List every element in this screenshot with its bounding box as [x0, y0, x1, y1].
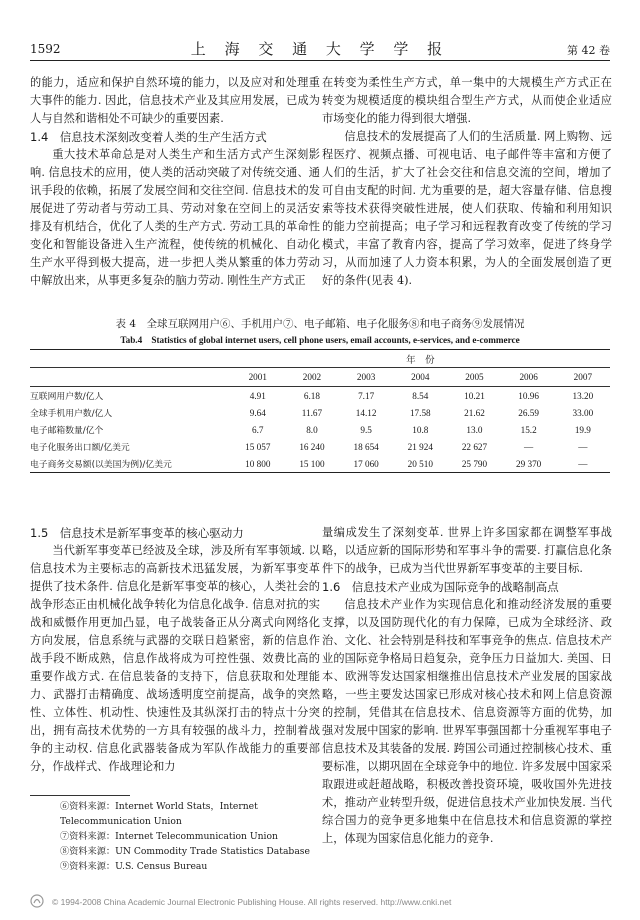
table-cell: 21.62 — [464, 407, 485, 418]
table-cell: 7.17 — [358, 390, 375, 401]
table-cell: 13.20 — [572, 390, 594, 401]
section-number: 1.6 — [322, 580, 341, 594]
table-cell: 15.2 — [520, 424, 537, 435]
table-row — [30, 455, 610, 473]
section-number: 1.4 — [30, 130, 49, 144]
table-cell: 6.18 — [303, 390, 320, 401]
section-heading-1-5 — [30, 524, 320, 542]
table-cell: 9.64 — [249, 407, 266, 418]
table-cell: — — [578, 441, 588, 452]
table-cell: 20 510 — [407, 458, 433, 469]
page-number: 1592 — [30, 42, 61, 56]
table-row — [30, 404, 610, 421]
section-title: 信息技术产业成为国际竞争的战略制高点 — [351, 580, 559, 594]
row-label: 全球手机用户数/亿人 — [30, 409, 113, 419]
row-label: 电子化服务出口额/亿美元 — [30, 443, 130, 453]
year-cell: 2003 — [339, 368, 393, 387]
table-cell: 8.0 — [306, 424, 318, 435]
paragraph: 的能力，适应和保护自然环境的能力，以及应对和处理重大事件的能力. 因此，信息技术产业及其应用发展，已成为人与自然和谐相处不可缺少的重要因素. — [30, 76, 320, 125]
table-cell: 17 060 — [353, 458, 379, 469]
column-top-left — [30, 74, 320, 290]
column-bottom-right — [322, 524, 612, 848]
paragraph: 重大技术革命总是对人类生产和生活方式产生深刻影响. 信息技术的应用，使人类的活动突破了对传统交通、通讯手段的依赖，拓展了发展空间和交往空间. 信息技术的发展促进了劳动者与劳动工具、劳动对象在空间上的灵活安排及有机结合，优化了人类的生产方式. 劳动工具的革命性变化和智能设备进入生产流程，使传统的机械化、自动化生产水平得到极大提高，进一步把人类从繁重的体力劳动中解放出来，从事更多复杂的脑力劳动. 刚性生产方式正 — [30, 148, 320, 287]
statistics-table — [30, 349, 610, 473]
footnote: ⑥资料来源：Internet World Stats，Internet Telecommunication Union — [60, 801, 258, 827]
section-title: 信息技术是新军事变革的核心驱动力 — [59, 526, 244, 540]
page-header — [30, 38, 610, 61]
journal-title: 上 海 交 通 大 学 学 报 — [190, 40, 450, 58]
table-caption-cn: 表 4 全球互联网用户⑥、手机用户⑦、电子邮箱、电子化服务⑧和电子商务⑨发展情况 — [115, 318, 525, 330]
table-cell: 10.21 — [464, 390, 485, 401]
footnote-divider — [30, 795, 130, 796]
copyright-text: © 1994-2008 China Academic Journal Electronic Publishing House. All rights reserved. http://www.cnki.net — [52, 897, 452, 907]
table-cell: 19.9 — [574, 424, 591, 435]
table-row — [30, 421, 610, 438]
paragraph: 量编成发生了深刻变革. 世界上许多国家都在调整军事战略，以适应新的国际形势和军事斗争的需要. 打赢信息化条件下的战争，已成为当代世界新军事变革的主要目标. — [322, 526, 612, 575]
table-cell: 33.00 — [572, 407, 594, 418]
table-cell: — — [578, 458, 588, 469]
section-number: 1.5 — [30, 526, 49, 540]
table-cell: 17.58 — [409, 407, 431, 418]
paragraph: 信息技术的发展提高了人们的生活质量. 网上购物、远程医疗、视频点播、可视电话、电子邮件等丰富和方便了人们的生活，扩大了社会交往和信息交流的空间，增加了可自由支配的时间. 尤为重要的是，超大容量存储、信息搜索等技术获得突破性进展，使人们获取、传输和利用知识的能力空前提高；电子学习和远程教育改变了传统的学习模式，丰富了教育内容，提高了学习效率，促进了终身学习，从而加速了人力资本积累，为人的全面发展创造了更好的条件(见表 4). — [322, 130, 612, 287]
row-label: 互联网用户数/亿人 — [30, 392, 104, 402]
section-heading-1-4 — [30, 128, 320, 146]
table-cell: 13.0 — [466, 424, 483, 435]
table-cell: 14.12 — [355, 407, 377, 418]
table-cell: 8.54 — [412, 390, 429, 401]
year-cell: 2001 — [231, 368, 285, 387]
section-title: 信息技术深刻改变着人类的生产生活方式 — [59, 130, 267, 144]
table-cell: 18 654 — [353, 441, 379, 452]
table-cell: 10.96 — [518, 390, 539, 401]
table-cell: 25 790 — [461, 458, 488, 469]
paragraph: 信息技术产业作为实现信息化和推动经济发展的重要支撑，以及国防现代化的有力保障，已成为全球经济、政治、文化、社会特别是科技和军事竞争的焦点. 信息技术产业的国际竞争格局日趋复杂，竞争压力日益加大. 美国、日本、欧洲等发达国家相继推出信息技术产业发展的国家战略，一些主要发达国家已形成对核心技术和网上信息资源的控制，凭借其在信息技术、信息资源等方面的优势，加强对发展中国家的影响. 世界军事强国都十分重视军事电子信息技术及其装备的发展. 跨国公司通过控制核心技术、重要标准，以期巩固在全球竞争中的地位. 许多发展中国家采取跟进或赶超战略，积极改善投资环境，吸收国外先进技术，推动产业转型升级，促进信息技术产业加快发展. 当代综合国力的竞争更多地集中在信息技术和信息资源的掌控上，体现为国家信息化能力的竞争. — [322, 598, 612, 845]
year-group-header: 年 份 — [406, 354, 435, 366]
table-cell: 10 800 — [245, 458, 271, 469]
table-cell: 15 057 — [245, 441, 271, 452]
table-cell: 9.5 — [360, 424, 372, 435]
row-label: 电子商务交易额(以美国为例)/亿美元 — [30, 460, 172, 470]
year-cell: 2007 — [556, 368, 610, 387]
column-top-right — [322, 74, 612, 290]
table-row — [30, 387, 610, 405]
footnote: ⑨资料来源：U.S. Census Bureau — [60, 861, 208, 872]
table-cell: 26.59 — [518, 407, 539, 418]
table-cell: 15 100 — [299, 458, 325, 469]
table-cell: 22 627 — [461, 441, 488, 452]
footnotes — [30, 799, 315, 874]
table-cell: 10.8 — [412, 424, 429, 435]
table-cell: 29 370 — [516, 458, 542, 469]
table-cell: 16 240 — [299, 441, 325, 452]
publisher-logo-icon — [30, 894, 44, 908]
page-footer — [30, 896, 610, 910]
table-row — [30, 438, 610, 455]
table-cell: 4.91 — [249, 390, 266, 401]
year-cell: 2005 — [447, 368, 501, 387]
table-cell: 6.7 — [252, 424, 264, 435]
section-heading-1-6 — [322, 578, 612, 596]
footnote: ⑧资料来源：UN Commodity Trade Statistics Database — [60, 846, 310, 857]
table-cell: — — [524, 441, 534, 452]
table-cell: 21 924 — [407, 441, 433, 452]
year-cell: 2004 — [393, 368, 447, 387]
table-caption-en: Tab.4 Statistics of global internet users, cell phone users, email accounts, e-services, and e-commerce — [120, 335, 520, 345]
volume-label: 第 42 卷 — [567, 44, 610, 57]
year-cell: 2002 — [285, 368, 339, 387]
paragraph: 在转变为柔性生产方式，单一集中的大规模生产方式正在转变为规模适度的模块组合型生产方式，从而使企业适应市场变化的能力得到很大增强. — [322, 76, 612, 125]
year-header-row — [30, 368, 610, 387]
year-cell: 2006 — [502, 368, 556, 387]
row-label: 电子邮箱数量/亿个 — [30, 426, 104, 436]
table-header-row — [30, 350, 610, 368]
column-bottom-left — [30, 524, 320, 776]
table-cell: 11.67 — [301, 407, 323, 418]
paragraph: 当代新军事变革已经波及全球，涉及所有军事领域. 以信息技术为主要标志的高新技术迅猛发展，为新军事变革提供了技术条件. 信息化是新军事变革的核心，人类社会的战争形态正由机械化战争转化为信息化战争. 信息对抗的实战和威慑作用更加凸显，电子战装备正从分离式向网络化方向发展，信息系统与武器的交联日趋紧密，新的信息作战手段不断成熟，信息作战将成为可控性强、效费比高的重要作战方式. 在信息装备的支持下，信息获取和处理能力、武器打击精确度、战场透明度空前提高，战争的突然性、立体性、机动性、快速性及其纵深打击的特点十分突出，拥有高技术优势的一方具有较强的战斗力，控制着战争的主动权. 信息化武器装备成为军队作战能力的重要部分，作战样式、作战理论和力 — [30, 544, 320, 773]
footnote: ⑦资料来源：Internet Telecommunication Union — [60, 831, 278, 842]
